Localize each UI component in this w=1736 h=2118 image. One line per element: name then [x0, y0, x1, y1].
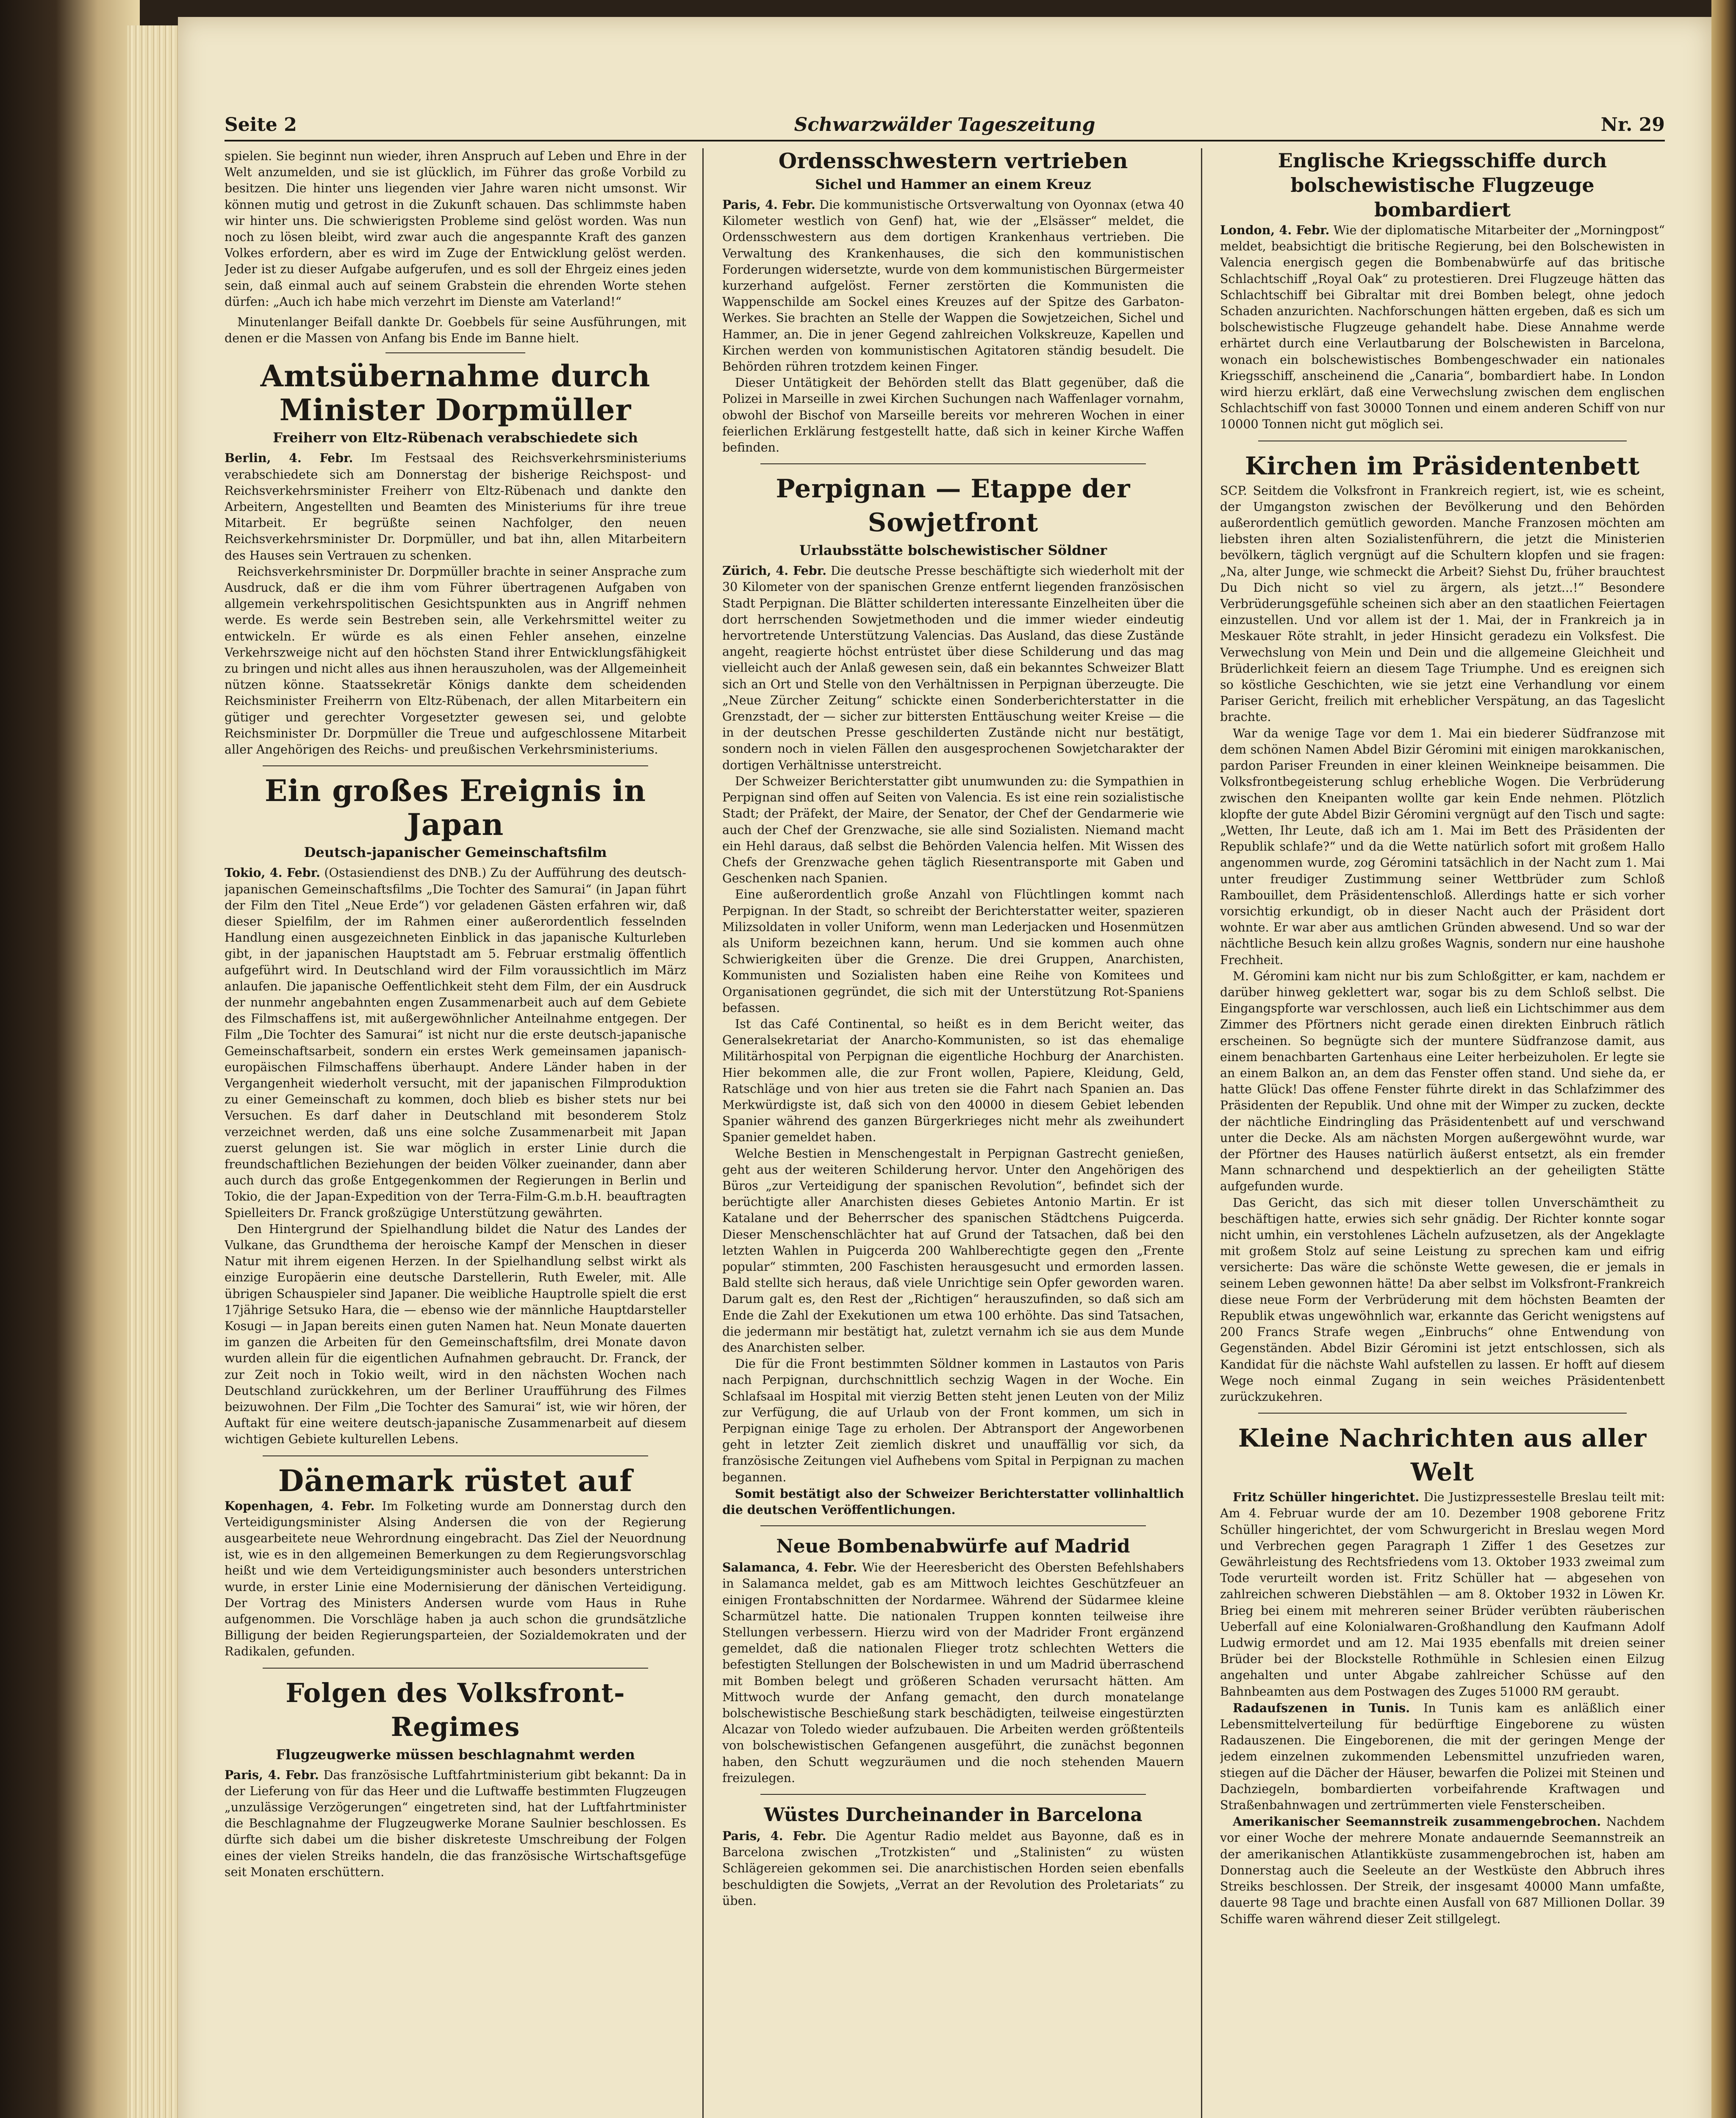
- separator: [760, 1525, 1146, 1526]
- article-daenemark: [225, 1464, 686, 1660]
- separator: [263, 765, 648, 766]
- paragraph: Den Hintergrund der Spielhandlung bildet die Natur des Landes der Vulkane, das Grundthema der heroische Kampf der Menschen in dieser Natur mit ihrem eigenen Herzen. In der Spielhandlung selbst wirkt als einzige Europäerin eine deutsche Darstellerin, Ruth Eweler, mit. Alle übrigen Schauspieler sind Japaner. Die weibliche Hauptrolle spielt die erst 17jährige Setsuko Hara, die — ebenso wie der männliche Hauptdarsteller Kosugi — in Japan bereits einen guten Namen hat. Neun Monate dauerten im ganzen die Arbeiten für den Gemeinschaftsfilm, drei Monate davon wurden allein für die eigentlichen Aufnahmen gebraucht. Dr. Franck, der zur Zeit noch in Tokio weilt, wird in den nächsten Wochen nach Deutschland zurückkehren, um der Berliner Uraufführung des Filmes beizuwohnen. Der Film „Die Tochter des Samurai“ ist, wie wir hören, der Auftakt für eine weitere deutsch-japanische Zusammenarbeit auf diesem wichtigen Gebiete kulturellen Lebens.: [225, 1222, 686, 1447]
- paragraph: Das Gericht, das sich mit dieser tollen Unverschämtheit zu beschäftigen hatte, erwies sich sehr gnädig. Der Richter konnte sogar nicht umhin, ein verstohlenes Lächeln aufzusetzen, als der Angeklagte mit großem Stolz auf seine Leistung zu sprechen kam und eifrig versicherte: Das wäre die schönste Wette gewesen, die er jemals in seinem Leben gewonnen hätte! Da aber selbst im Volksfront-Frankreich diese neue Form der Verbrüderung mit dem höchsten Beamten der Republik etwas ungewöhnlich war, erkannte das Gericht wenigstens auf 200 Francs Strafe wegen „Einbruchs“ ohne Entwendung von Gegenständen. Abdel Bizir Géromini ist jetzt entschlossen, sich als Kandidat für die nächste Wahl aufstellen zu lassen. Er hofft auf diesem Wege noch einmal Zugang in sein weiches Präsidentenbett zurückzukehren.: [1220, 1195, 1665, 1404]
- paper-name: Schwarzwälder Tageszeitung: [794, 114, 1095, 136]
- dateline: Kopenhagen, 4. Febr.: [225, 1498, 375, 1513]
- dateline: Salamanca, 4. Febr.: [722, 1560, 857, 1575]
- subheadline: Sichel und Hammer an einem Kreuz: [815, 176, 1091, 192]
- paragraph: Die deutsche Presse beschäftigte sich wiederholt mit der 30 Kilometer von der spanischen Grenze entfernt liegenden französischen Stadt Perpignan. Die Blätter schilderten interessante Einzelheiten über die dort herrschenden Sowjetmethoden und die immer wieder eindeutig hervortretende Unterstützung Valencias. Das Ausland, das diese Zustände angeht, reagierte höchst entrüstet über diese Schilderung und das mag vielleicht auch der Anlaß gewesen sein, daß ein bekanntes Schweizer Blatt sich an Ort und Stelle von den Verhältnissen in Perpignan überzeugte. Die „Neue Zürcher Zeitung“ schickte einen Sonderberichterstatter in die Grenzstadt, der — sicher zur bittersten Enttäuschung weiter Kreise — die in der deutschen Presse geschilderten Zustände nicht nur bestätigt, sondern noch in vielen Fällen den ausgesprochenen Sowjetcharakter der dortigen Verhältnisse unterstreicht.: [722, 564, 1184, 772]
- scan-border: [0, 0, 140, 2118]
- column-rule: [1201, 148, 1202, 2118]
- paragraph: Das französische Luftfahrtministerium gibt bekannt: Da in der Lieferung von für das Heer und die Luftwaffe bestimmten Flugzeugen „unzulässige Verzögerungen“ eingetreten sind, hat der Luftfahrtminister die Beschlagnahme der Flugzeugwerke Morane Saulnier beschlossen. Es dürfte sich dabei um die bisher diskreteste Umschreibung der Folgen eines der vielen Streiks handeln, die das französische Wirtschaftsgefüge seit Monaten erschüttern.: [225, 1768, 686, 1879]
- column-3: [1220, 148, 1665, 2118]
- paragraph: Nachdem vor einer Woche der mehrere Monate andauernde Seemannstreik an der amerikanischen Atlantikküste zusammengebrochen ist, haben am Donnerstag auch die Seeleute an der Westküste den Abbruch ihres Streiks beschlossen. Der Streik, der insgesamt 40000 Mann umfaßte, dauerte 98 Tage und brachte einen Ausfall von 687 Millionen Dollar. 39 Schiffe waren während dieser Zeit stillgelegt.: [1220, 1815, 1665, 1926]
- scan-border-right: [1711, 0, 1736, 2118]
- separator: [385, 352, 525, 353]
- news-lead: Amerikanischer Seemannstreik zusammengebrochen.: [1233, 1814, 1601, 1829]
- subheadline: Deutsch-japanischer Gemeinschaftsfilm: [304, 844, 607, 861]
- news-lead: Radaufszenen in Tunis.: [1233, 1700, 1410, 1715]
- dateline: Zürich, 4. Febr.: [722, 563, 826, 578]
- paragraph: Im Folketing wurde am Donnerstag durch den Verteidigungsminister Alsing Andersen die von der Regierung ausgearbeitete neue Wehrordnung eingebracht. Das Ziel der Neuordnung ist, wie es in den allgemeinen Bemerkungen zu dem Regierungsvorschlag heißt und wie dem Verteidigungsminister auch besonders unterstrichen wurde, in erster Linie eine Modernisierung der dänischen Verteidigung. Der Vortrag des Ministers Andersen wurde vom Haus in Ruhe aufgenommen. Die Vorschläge haben ja auch schon die grundsätzliche Billigung der beiden Regierungsparteien, der Sozialdemokraten und der Radikalen, gefunden.: [225, 1499, 686, 1659]
- headline: Ein großes Ereignis in Japan: [264, 773, 646, 843]
- separator: [760, 463, 1146, 464]
- separator: [760, 1794, 1146, 1795]
- headline: Wüstes Durcheinander in Barcelona: [764, 1804, 1143, 1826]
- paragraph: Wie der Heeresbericht des Obersten Befehlshabers in Salamanca meldet, gab es am Mittwoch leichtes Geschützfeuer an einigen Frontabschnitten der Nordarmee. Während der Südarmee kleine Scharmützel hatte. Die nationalen Truppen konnten teilweise ihre Stellungen verbessern. Hierzu wird von der Madrider Front ergänzend gemeldet, daß die nationalen Flieger trotz schlechten Wetters die befestigten Stellungen der Bolschewisten in und um Madrid überraschend mit Bomben belegt und größeren Schaden verursacht hätten. Am Mittwoch wurde der Anfang gemacht, den durch monatelange bolschewistische Beschießung stark beschädigten, teilweise eingestürzten Alcazar von Toledo wieder aufzubauen. Die Arbeiten werden größtenteils von bolschewistischen Gefangenen ausgeführt, die zunächst begonnen haben, den Schutt wegzuräumen und die noch stehenden Mauern freizulegen.: [722, 1561, 1184, 1785]
- paragraph: SCP. Seitdem die Volksfront in Frankreich regiert, ist, wie es scheint, der Umgangston zwischen der Bevölkerung und den Behörden außerordentlich gemütlich geworden. Manche Franzosen möchten am liebsten ihren alten Sozialistenführern, die jetzt die Ministerien bevölkern, täglich vergnügt auf die Schultern klopfen und sie fragen: „Na, alter Junge, wie schmeckt die Arbeit? Siehst Du, früher brauchtest Du Dich nicht so viel zu ärgern, als jetzt...!“ Besondere Verbrüderungsgefühle scheinen sich aber an den staatlichen Feiertagen einzustellen. Und vor allem ist der 1. Mai, der in Frankreich ja in Meskauer Röte strahlt, in jeder Hinsicht geradezu ein Volksfest. Die Verwechslung von Mein und Dein und die allgemeine Gleichheit und Brüderlichkeit feiern an diesem Tage Triumphe. Und es ereignen sich so köstliche Geschichten, wie sie jetzt eine Verhandlung vor einem Pariser Gericht, freilich mit erheblicher Verspätung, an das Tageslicht brachte.: [1220, 483, 1665, 724]
- separator: [1258, 1413, 1627, 1414]
- headline: Perpignan — Etappe der Sowjetfront: [776, 474, 1131, 538]
- news-lead: Fritz Schüller hingerichtet.: [1233, 1490, 1420, 1505]
- dateline: Paris, 4. Febr.: [225, 1767, 319, 1782]
- headline: Kirchen im Präsidentenbett: [1245, 451, 1640, 480]
- headline: Ordensschwestern vertrieben: [778, 148, 1128, 173]
- paragraph: War da wenige Tage vor dem 1. Mai ein biederer Südfranzose mit dem schönen Namen Abdel Bizir Géromini mit einigen marokkanischen, pardon Pariser Freunden in einer kleinen Weinkneipe beisammen. Die Volksfrontbegeisterung schlug erhebliche Wogen. Die Verbrüderung zwischen den Kneipanten wollte gar kein Ende nehmen. Plötzlich klopfte der gute Abdel Bizir Géromini vergnügt auf den Tisch und sagte: „Wetten, Ihr Leute, daß ich am 1. Mai im Bett des Präsidenten der Republik schlafe?“ und da die Wette natürlich sofort mit großem Hallo angenommen wurde, zog Géromini tatsächlich in der Nacht zum 1. Mai unter freudiger Zustimmung seiner Wettbrüder zum Schloß Rambouillet, dem Präsidentenschloß. Allerdings hatte er sich vorher vorsichtig erkundigt, ob in dieser Nacht auch der Präsident dort wohnte. Er war aber aus amtlichen Gründen abwesend. Und so war der nächtliche Besuch kein allzu großes Wagnis, sondern nur eine haushohe Frechheit.: [1220, 726, 1665, 967]
- article-ordensschwestern: [722, 148, 1184, 456]
- article-japan: [225, 774, 686, 1447]
- article-continuation-2: Minutenlanger Beifall dankte Dr. Goebbels für seine Ausführungen, mit denen er die Massen von Anfang bis Ende im Banne hielt.: [225, 315, 686, 346]
- dateline: Tokio, 4. Febr.: [225, 865, 320, 880]
- headline: Dänemark rüstet auf: [278, 1463, 633, 1498]
- paragraph: Die für die Front bestimmten Söldner kommen in Lastautos von Paris nach Perpignan, durchschnittlich sechzig Wagen in der Woche. Ein Schlafsaal im Hospital mit vierzig Betten steht jenen Leuten von der Miliz zur Verfügung, die auf Urlaub von der Front kommen, um sich in Perpignan einige Tage zu erholen. Der Abtransport der Angeworbenen geht in letzter Zeit ziemlich diskret und unauffällig vor sich, da französische Zeitungen viel Aufhebens vom Spital in Perpignan zu machen begannen.: [722, 1357, 1184, 1484]
- newspaper-page: [178, 17, 1711, 2118]
- headline: Kleine Nachrichten aus aller Welt: [1238, 1424, 1647, 1487]
- page-stack-edge: [127, 25, 182, 2118]
- paragraph: Die Agentur Radio meldet aus Bayonne, daß es in Barcelona zwischen „Trotzkisten“ und „Stalinisten“ zu wüsten Schlägereien gekommen sei. Die anarchistischen Horden seien ebenfalls beschuldigten die Sowjets, „Verrat an der Revolution des Proletariats“ zu üben.: [722, 1829, 1184, 1908]
- subheadline: Freiherr von Eltz-Rübenach verabschiedete sich: [273, 430, 638, 446]
- paragraph: Dieser Untätigkeit der Behörden stellt das Blatt gegenüber, daß die Polizei in Marseille in zwei Kirchen Suchungen nach Waffenlager vornahm, obwohl der Bischof von Marseille bereits vor mehreren Wochen in einer feierlichen Erklärung festgestellt hatte, daß sich in keiner Kirche Waffen befinden.: [722, 376, 1184, 455]
- paragraph: (Ostasiendienst des DNB.) Zu der Aufführung des deutsch-japanischen Gemeinschaftsfilms „Die Tochter des Samurai“ (in Japan führt der Film den Titel „Neue Erde“) vor geladenen Gästen erfahren wir, daß dieser Spielfilm, der im Rahmen einer außerordentlich fesselnden Handlung einen ausgezeichneten Einblick in das japanische Kulturleben gibt, in der japanischen Hauptstadt am 5. Februar erstmalig öffentlich aufgeführt wird. In Deutschland wird der Film voraussichtlich im März anlaufen. Die japanische Oeffentlichkeit steht dem Film, der ein Ausdruck der nunmehr angebahnten engen Zusammenarbeit auch auf dem Gebiete des Filmschaffens ist, mit außergewöhnlicher Anteilnahme entgegen. Der Film „Die Tochter des Samurai“ ist nicht nur die erste deutsch-japanische Gemeinschaftsarbeit, sondern ein erstes Werk gemeinsamen japanisch-europäischen Filmschaffens überhaupt. Andere Länder haben in der Vergangenheit wiederholt versucht, mit der japanischen Filmproduktion zu einer Gemeinschaft zu kommen, doch blieb es bisher stets nur bei Versuchen. Es darf daher in Deutschland mit besonderem Stolz verzeichnet werden, daß uns eine solche Zusammenarbeit mit Japan zuerst gelungen ist. Sie war möglich in erster Linie durch die freundschaftlichen Beziehungen der beiden Völker zueinander, dann aber auch durch das große Entgegenkommen der Regierungen in Berlin und Tokio, die der Japan-Expedition von der Terra-Film-G.m.b.H. beauftragten Spielleiters Dr. Franck großzügige Unterstützung gewährten.: [225, 866, 686, 1220]
- column-rule: [702, 148, 704, 2118]
- article-perpignan: [722, 472, 1184, 1518]
- column-1: [225, 148, 686, 2118]
- headline: Neue Bombenabwürfe auf Madrid: [776, 1536, 1130, 1558]
- dateline: Paris, 4. Febr.: [722, 1829, 826, 1844]
- paragraph: Ist das Café Continental, so heißt es in dem Bericht weiter, das Generalsekretariat der Anarcho-Kommunisten, so ist das ehemalige Militärhospital von Perpignan die eigentliche Hochburg der Anarchisten. Hier bekommen alle, die zur Front wollen, Papiere, Kleidung, Geld, Ratschläge und von hier aus treten sie die Fahrt nach Spanien an. Das Merkwürdigste ist, daß sich von den 40000 in diesem Gebiet lebenden Spanier während des ganzen Bürgerkrieges nicht mehr als zweihundert Spanier gemeldet haben.: [722, 1017, 1184, 1145]
- paragraph: Der Schweizer Berichterstatter gibt unumwunden zu: die Sympathien in Perpignan sind offen auf Seiten von Valencia. Es ist eine rein sozialistische Stadt; der Präfekt, der Maire, der Senator, der Chef der Gendarmerie wie auch der Chef der Grenzwache, sie alle sind Sozialisten. Niemand macht ein Hehl daraus, daß selbst die Behörden Valencia helfen. Mit Wissen des Chefs der Grenzwache gehen täglich Riesentransporte mit Gaben und Geschenken nach Spanien.: [722, 774, 1184, 886]
- dateline: Paris, 4. Febr.: [722, 197, 815, 212]
- paragraph: Somit bestätigt also der Schweizer Berichterstatter vollinhaltlich die deutschen Veröffentlichungen.: [722, 1486, 1184, 1517]
- subheadline: Urlaubsstätte bolschewistischer Söldner: [799, 542, 1107, 559]
- dateline: London, 4. Febr.: [1220, 223, 1330, 237]
- issue-number: Nr. 29: [1600, 114, 1665, 136]
- separator: [263, 1668, 648, 1669]
- article-continuation: spielen. Sie beginnt nun wieder, ihren Anspruch auf Leben und Ehre in der Welt anzumelden, und sie ist glücklich, im Führer das große Vorbild zu besitzen. Die hinter uns liegenden vier Jahre waren nicht umsonst. Wir können mutig und getrost in die Zukunft schauen. Das schlimmste haben wir hinter uns. Die schwierigsten Probleme sind gelöst worden. Was nun noch zu lösen bleibt, wird zwar auch die angespannte Kraft des ganzen Volkes erfordern, aber es wird im Zuge der Entwicklung gelöst werden. Jeder ist zu dieser Aufgabe aufgerufen, und es soll der Ehrgeiz eines jeden sein, daß einmal auch auf seinem Grabstein die ehrenden Worte stehen dürfen: „Auch ich habe mich verzehrt im Dienste am Vaterland!“: [225, 149, 686, 309]
- headline: Amtsübernahme durch Minister Dorpmüller: [260, 358, 651, 428]
- page-header: [225, 102, 1665, 141]
- dateline: Berlin, 4. Febr.: [225, 451, 353, 466]
- paragraph: In Tunis kam es anläßlich einer Lebensmittelverteilung für bedürftige Eingeborene zu wüsten Radauszenen. Die Eingeborenen, die mit der geringen Menge der jedem einzelnen zukommenden Lebensmittel unzufrieden waren, stiegen auf die Dächer der Häuser, bewarfen die Polizei mit Steinen und Dachziegeln, bombardierten vorbeifahrende Kraftwagen und Straßenbahnwagen und zertrümmerten viele Fensterscheiben.: [1220, 1701, 1665, 1813]
- article-madrid: [722, 1534, 1184, 1786]
- paragraph: Die Justizpressestelle Breslau teilt mit: Am 4. Februar wurde der am 10. Dezember 1908 geborene Fritz Schüller hingerichtet, der vom Schwurgericht in Breslau wegen Mord und Verbrechen gegen Paragraph 1 Ziffer 1 des Gesetzes zur Gewährleistung des Rechtsfriedens vom 13. Oktober 1933 zweimal zum Tode verurteilt worden ist. Fritz Schüller hat — abgesehen von zahlreichen schweren Diebstählen — am 8. Oktober 1932 in Löwen Kr. Brieg bei einem mit mehreren seiner Brüder verübten räuberischen Ueberfall auf eine Kolonialwaren-Großhandlung den Kaufmann Adolf Ludwig ermordet und am 12. Mai 1935 ebenfalls mit dreien seiner Brüder bei der Blockstelle Rothmühle in Schlesien einen Eilzug angehalten und unter Abgabe zahlreicher Schüsse auf den Bahnbeamten aus dem Postwagen des Zuges 51000 RM geraubt.: [1220, 1490, 1665, 1699]
- paragraph: Eine außerordentlich große Anzahl von Flüchtlingen kommt nach Perpignan. In der Stadt, so schreibt der Berichterstatter weiter, spazieren Milizsoldaten in voller Uniform, wenn man Lederjacken und Hosenmützen als Uniform bezeichnen kann, herum. Und sie kommen auch ohne Schwierigkeiten über die Grenze. Die drei Gruppen, Anarchisten, Kommunisten und Sozialisten haben eine Reihe von Komitees und Organisationen gegründet, die sich mit der Unterstützung Rot-Spaniens befassen.: [722, 887, 1184, 1015]
- article-praesidentenbett: [1220, 449, 1665, 1406]
- article-barcelona: [722, 1802, 1184, 1909]
- paragraph: Die kommunistische Ortsverwaltung von Oyonnax (etwa 40 Kilometer westlich von Genf) hat, wie der „Elsässer“ meldet, die Ordensschwestern aus dem dortigen Krankenhaus vertrieben. Die Verwaltung des Krankenhauses, die sich den kommunistischen Forderungen widersetzte, wurde von dem kommunistischen Bürgermeister kurzerhand aufgelöst. Ferner zerstörten die Kommunisten die Wappenschilde am Sockel eines Kreuzes auf der Spitze des Garbaton-Werkes. Sie brachten an Stelle der Wappen die Sowjetzeichen, Sichel und Hammer, an. Die in jener Gegend zahlreichen Volkskreuze, Kapellen und Kirchen werden von kommunistischen Agitatoren ständig besudelt. Die Behörden rühren trotzdem keinen Finger.: [722, 198, 1184, 374]
- article-amtsuebernahme: [225, 359, 686, 758]
- page-number: Seite 2: [225, 114, 297, 136]
- columns: [225, 148, 1665, 2118]
- article-kriegsschiffe: [1220, 148, 1665, 433]
- subheadline: Flugzeugwerke müssen beschlagnahmt werden: [276, 1746, 635, 1763]
- headline: Englische Kriegsschiffe durch bolschewistische Flugzeuge bombardiert: [1278, 149, 1607, 221]
- column-2: [722, 148, 1184, 2118]
- paragraph: Wie der diplomatische Mitarbeiter der „Morningpost“ meldet, beabsichtigt die britische Regierung, bei den Bolschewisten in Valencia energisch gegen die Bombenabwürfe auf das britische Schlachtschiff „Royal Oak“ zu protestieren. Drei Flugzeuge hätten das Schlachtschiff bei Gibraltar mit drei Bomben belegt, ohne jedoch Schaden anzurichten. Nachforschungen hätten ergeben, daß es sich um bolschewistische Flugzeuge gehandelt habe. Diese Annahme werde erhärtet durch eine Verlautbarung der Bolschewisten in Barcelona, wonach ein bolschewistisches Bombengeschwader ein nationales Kriegsschiff, anscheinend die „Canaria“, bombardiert habe. In London wird hierzu erklärt, daß eine Verwechslung zwischen dem englischen Schlachtschiff von fast 30000 Tonnen und einem anderen Schiff von nur 10000 Tonnen nicht gut möglich sei.: [1220, 223, 1665, 432]
- headline: Folgen des Volksfront-Regimes: [286, 1677, 625, 1742]
- paragraph: Welche Bestien in Menschengestalt in Perpignan Gastrecht genießen, geht aus der weiteren Schilderung hervor. Unter den Angehörigen des Büros „zur Verteidigung der spanischen Revolution“, befindet sich der berüchtigte aller Anarchisten dieses Gebietes Antonio Martin. Er ist Katalane und der Beherrscher des spanischen Städtchens Puigcerda. Dieser Menschenschlächter hat auf Grund der Tatsachen, daß bei den letzten Wahlen in Puigcerda 200 Wahlberechtigte gegen den „Frente popular“ stimmten, 200 Faschisten herausgesucht und ermorden lassen. Bald stellte sich heraus, daß viele Unrichtige sein Opfer geworden waren. Darum galt es, den Rest der „Richtigen“ herauszufinden, so daß sich am Ende die Zahl der Exekutionen um etwa 100 erhöhte. Das sind Tatsachen, die jedermann mir bestätigt hat, zuletzt vernahm ich sie aus dem Munde des Anarchisten selber.: [722, 1146, 1184, 1355]
- article-kleine-nachrichten: [1220, 1421, 1665, 1927]
- paragraph: M. Géromini kam nicht nur bis zum Schloßgitter, er kam, nachdem er darüber hinweg geklettert war, sogar bis zu dem Schloß selbst. Die Eingangspforte war verschlossen, auch ließ ein Lichtschimmer aus dem Zimmer des Pförtners nicht gerade einen direkten Einbruch rätlich erscheinen. So begnügte sich der muntere Südfranzose damit, aus einem benachbarten Gartenhaus eine Leiter herbeizuholen. Er legte sie an einem Balkon an, an dem das Fenster offen stand. Und siehe da, er hatte Glück! Das offene Fenster führte direkt in das Schlafzimmer des Präsidenten der Republik. Und ohne mit der Wimper zu zucken, deckte der nächtliche Eindringling das Präsidentenbett auf und verschwand unter die Decke. Als am nächsten Morgen außergewöhnt wurde, war der Pförtner des Hauses natürlich äußerst entsetzt, als ein fremder Mann schnarchend und despektierlich an der geheiligten Stätte aufgefunden wurde.: [1220, 969, 1665, 1194]
- paragraph: Im Festsaal des Reichsverkehrsministeriums verabschiedete sich am Donnerstag der bisherige Reichspost- und Reichsverkehrsminister Freiherr von Eltz-Rübenach und dankte den Arbeitern, Angestellten und Beamten des Ministeriums für ihre treue Mitarbeit. Er begrüßte seinen Nachfolger, den neuen Reichsverkehrsminister Dr. Dorpmüller, und bat ihn, allen Mitarbeitern des Hauses sein Vertrauen zu schenken.: [225, 451, 686, 563]
- separator: [263, 1455, 648, 1456]
- article-volksfront: [225, 1676, 686, 1880]
- paragraph: Reichsverkehrsminister Dr. Dorpmüller brachte in seiner Ansprache zum Ausdruck, daß er die ihm vom Führer übertragenen Aufgaben von allgemein verkehrspolitischen Gesichtspunkten aus in Angriff nehmen werde. Es werde sein Bestreben sein, alle Verkehrsmittel weiter zu entwickeln. Er würde es als einen Fehler ansehen, einzelne Verkehrszweige nicht auf den höchsten Stand ihrer Entwicklungsfähigkeit zu bringen und nicht alles aus ihnen herauszuholen, was der Allgemeinheit nützen könne. Staatssekretär Königs dankte dem scheidenden Reichsminister Freiherrn von Eltz-Rübenach, der allen Mitarbeitern ein gütiger und gerechter Vorgesetzter gewesen sei, und gelobte Reichsminister Dr. Dorpmüller die Treue und aufgeschlossene Mitarbeit aller Angehörigen des Reichs- und preußischen Verkehrsministeriums.: [225, 564, 686, 757]
